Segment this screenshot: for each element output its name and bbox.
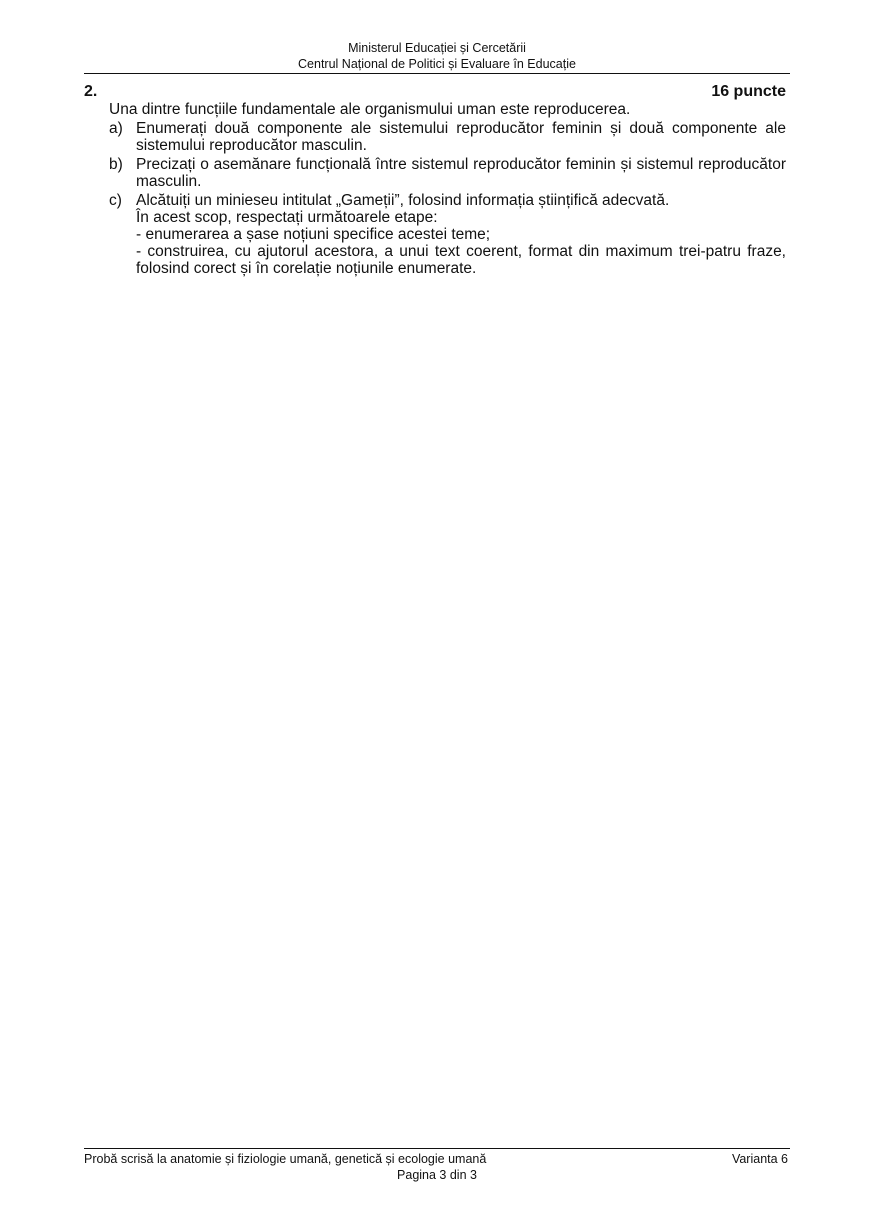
header-ministry: Ministerul Educației și Cercetării: [348, 41, 526, 55]
question-block: [84, 82, 786, 277]
question-intro: Una dintre funcțiile fundamentale ale organismului uman este reproducerea.: [109, 101, 631, 118]
question-heading: [84, 82, 786, 101]
footer-variant: Varianta 6: [731, 1152, 788, 1166]
footer-divider: [84, 1148, 790, 1149]
page-footer: [84, 1151, 788, 1167]
item-c-instruction: În acest scop, respectați următoarele etape:: [136, 209, 438, 226]
item-text: Precizați o asemănare funcțională între sistemul reproducător feminin și sistemul reproducător masculin.: [136, 156, 786, 190]
header-center: Centrul Național de Politici și Evaluare în Educație: [298, 57, 576, 71]
footer-page-number: Pagina 3 din 3: [397, 1168, 477, 1182]
item-text: Alcătuiți un minieseu intitulat „Gameții”, folosind informația științifică adecvată.: [136, 192, 670, 209]
question-item-c: [84, 192, 786, 209]
header-divider: [84, 73, 790, 74]
footer-exam-title: Probă scrisă la anatomie și fiziologie umană, genetică și ecologie umană: [84, 1152, 487, 1166]
question-item-b: [84, 156, 786, 190]
question-points: 16 puncte: [711, 83, 786, 100]
item-letter: a): [109, 120, 123, 137]
item-c-step-2: - construirea, cu ajutorul acestora, a unui text coerent, format din maximum trei-patru fraze, folosind corect și în corelație noțiunile enumerate.: [136, 243, 786, 277]
item-text: Enumerați două componente ale sistemului reproducător feminin și două componente ale sistemului reproducător masculin.: [136, 120, 786, 154]
item-c-step-1: - enumerarea a șase noțiuni specifice acestei teme;: [136, 226, 491, 243]
question-number: 2.: [84, 83, 98, 100]
item-letter: c): [109, 192, 122, 209]
item-letter: b): [109, 156, 123, 173]
question-item-a: [84, 120, 786, 154]
page-header: [84, 40, 790, 72]
